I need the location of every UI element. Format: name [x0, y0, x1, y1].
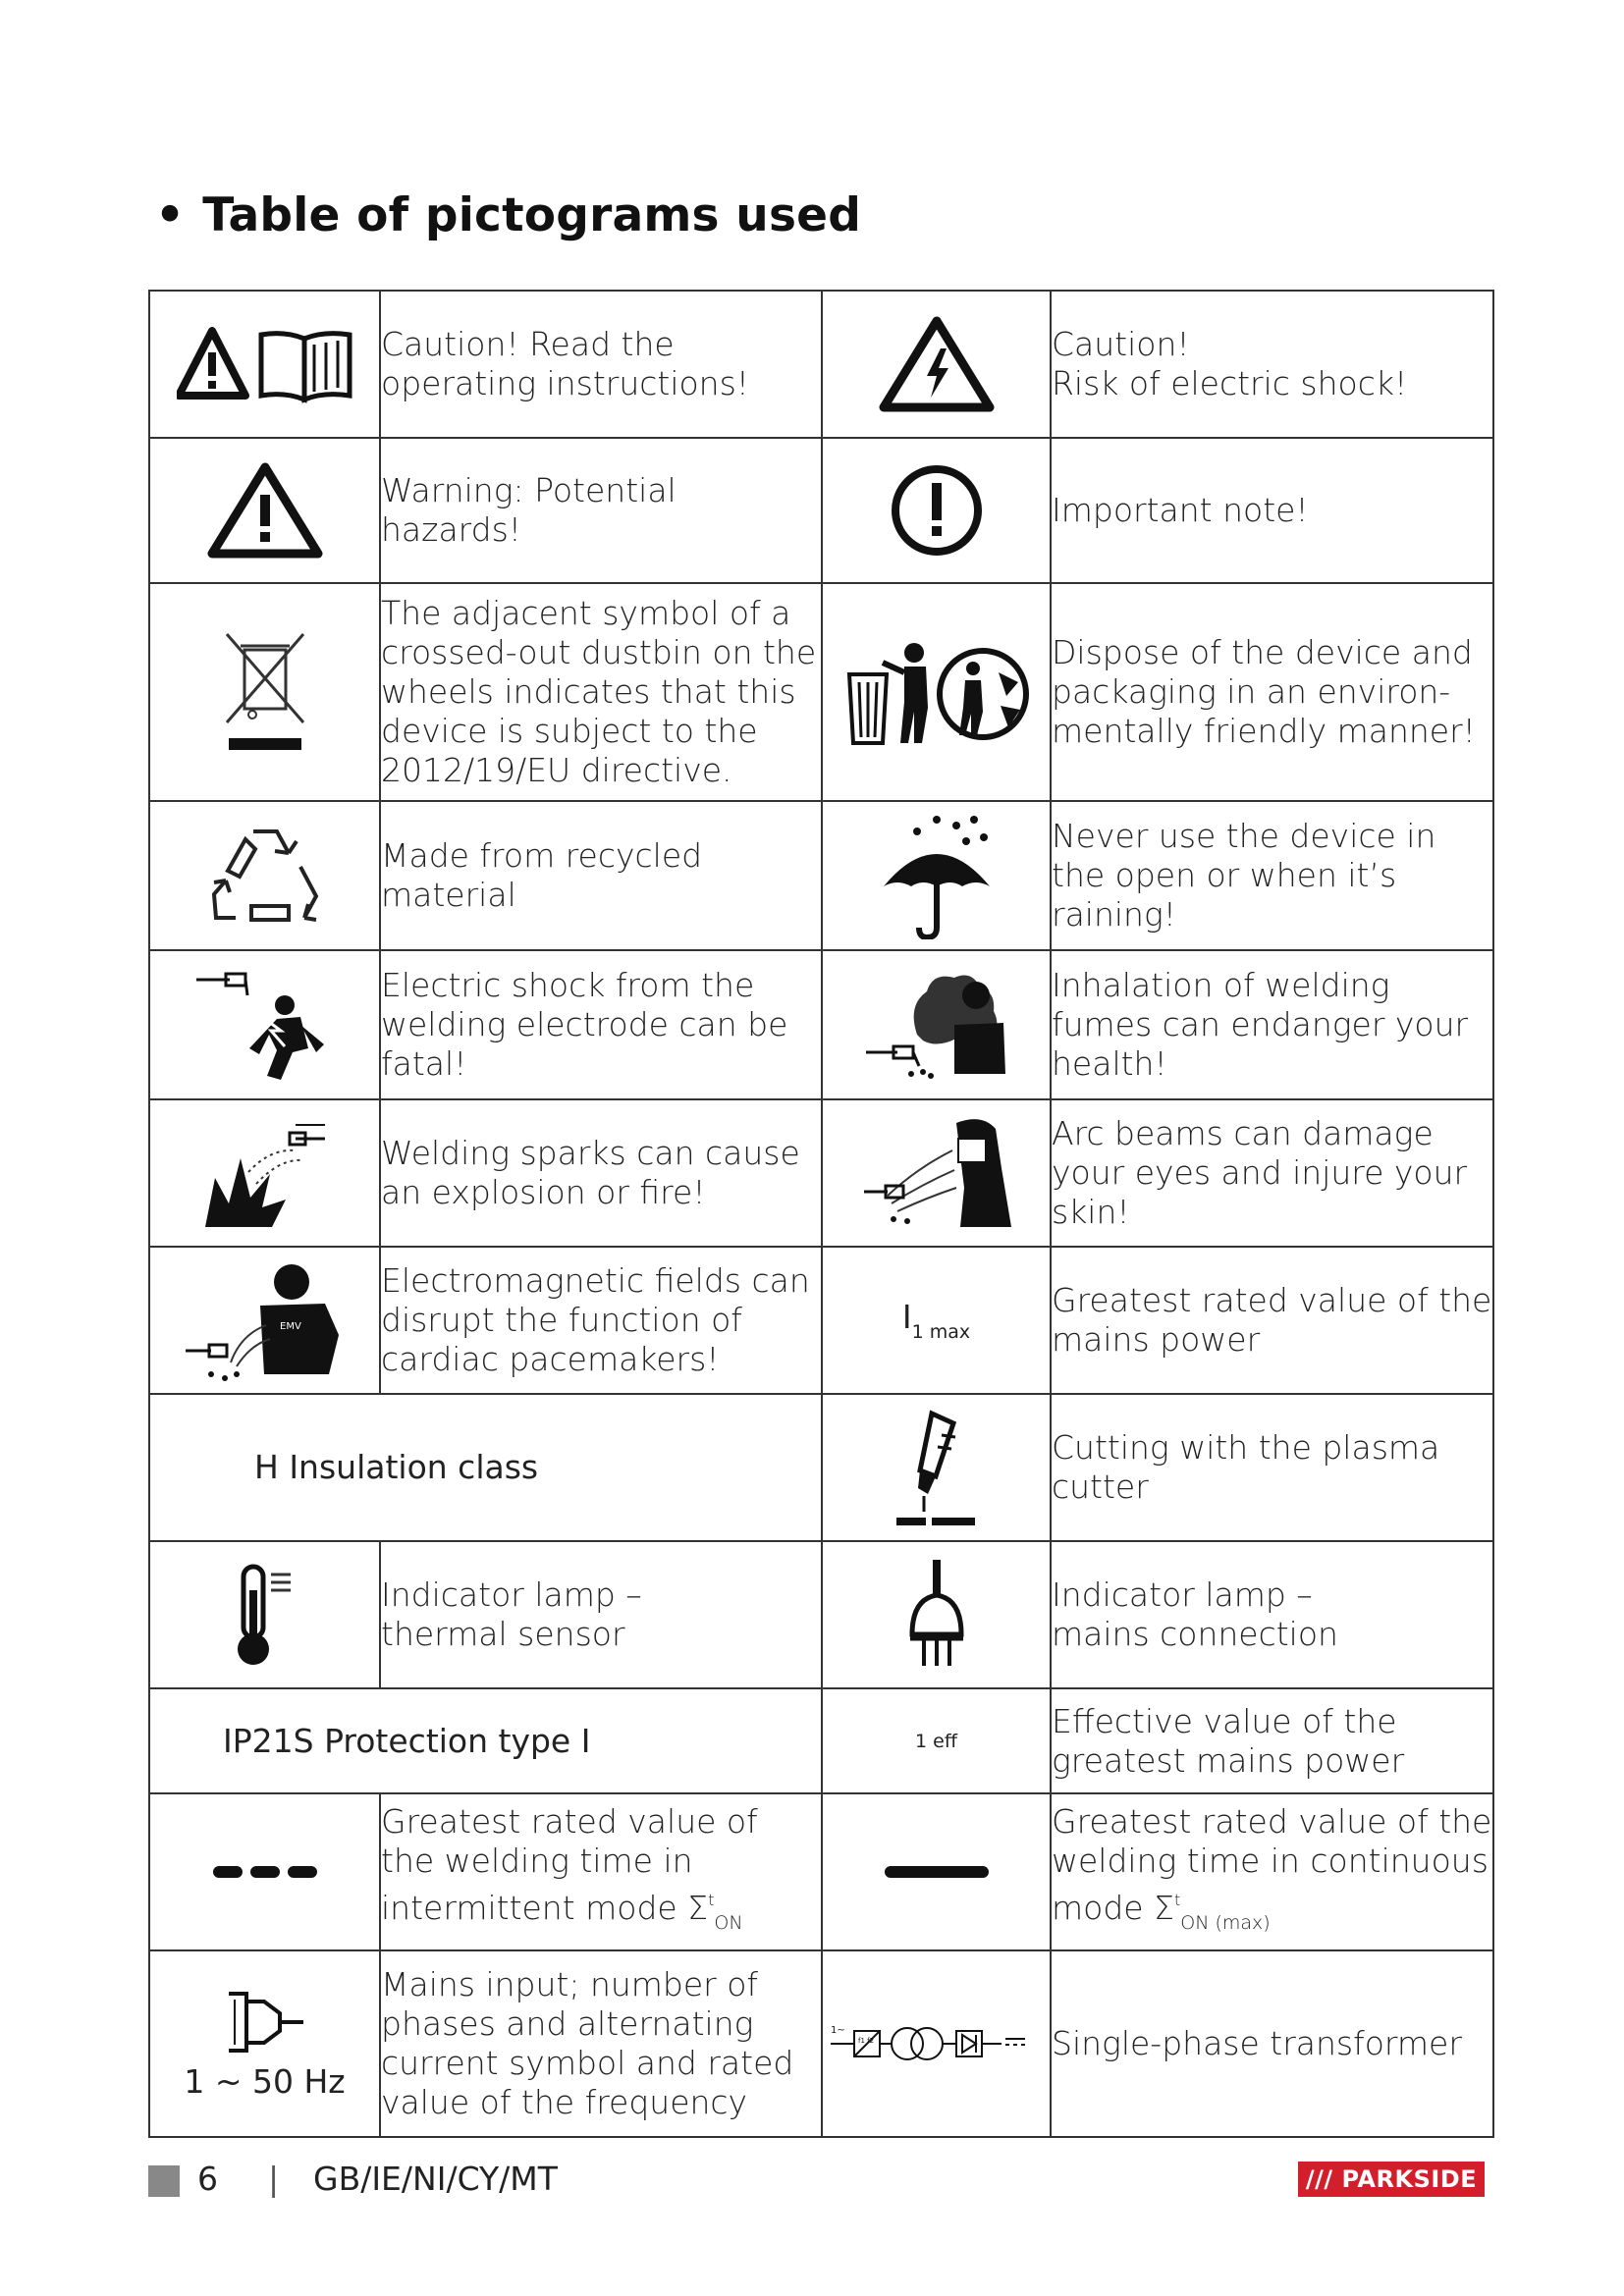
row7-left-text: Electromagnetic fields can disrupt the function of cardiac pacemakers!	[380, 1247, 822, 1394]
plasma-cutter-icon	[822, 1394, 1051, 1541]
sigma-sup: t	[1173, 1890, 1181, 1909]
row3-right-text: Dispose of the device and packaging in an environ-mentally friendly manner!	[1051, 583, 1493, 801]
mains-plug-icon	[221, 1988, 309, 2056]
table-row	[149, 1099, 1493, 1247]
table-row	[149, 438, 1493, 583]
thermometer-icon	[149, 1541, 380, 1688]
row10-right-text: Effective value of the greatest mains power	[1051, 1688, 1493, 1793]
i1-max-letter: I	[901, 1298, 912, 1336]
welding-fumes-icon	[822, 950, 1051, 1099]
parkside-logo: /// PARKSIDE	[1298, 2162, 1485, 2197]
page-footer	[148, 2156, 1492, 2205]
general-warning-icon	[149, 438, 380, 583]
table-row	[149, 1688, 1493, 1793]
table-row	[149, 1541, 1493, 1688]
row12-left-text: Mains input; number of phases and alternating current symbol and rated value of the frequency	[380, 1950, 822, 2137]
transformer-input-label: 1~	[830, 2025, 845, 2036]
row3-left-text: The adjacent symbol of a crossed-out dustbin on the wheels indicates that this device is subject to the 2012/19/EU directive.	[380, 583, 822, 801]
row5-left-text: Electric shock from the welding electrode can be fatal!	[380, 950, 822, 1099]
row6-left-text: Welding sparks can cause an explosion or fire!	[380, 1099, 822, 1247]
row11-left-text	[380, 1793, 822, 1950]
table-row	[149, 291, 1493, 438]
footer-language-codes: GB/IE/NI/CY/MT	[313, 2160, 558, 2198]
row1-right-text: Caution! Risk of electric shock!	[1051, 291, 1493, 438]
table-row	[149, 801, 1493, 950]
sparks-explosion-icon	[149, 1099, 380, 1247]
table-row	[149, 1394, 1493, 1541]
row9-left-text: Indicator lamp – thermal sensor	[380, 1541, 822, 1688]
dispose-environmentally-icon	[822, 583, 1051, 801]
footer-separator: |	[268, 2160, 280, 2198]
read-manual-icon	[149, 291, 380, 438]
i1-max-subscript: 1 max	[911, 1321, 971, 1343]
page-heading	[155, 188, 861, 242]
row4-right-text: Never use the device in the open or when it’s raining!	[1051, 801, 1493, 950]
sigma-symbol: Σ	[687, 1888, 709, 1927]
table-row	[149, 950, 1493, 1099]
row9-right-text: Indicator lamp – mains connection	[1051, 1541, 1493, 1688]
row5-right-text: Inhalation of welding fumes can endanger your health!	[1051, 950, 1493, 1099]
sigma-sub: ON	[714, 1911, 743, 1934]
row1-left-text: Caution! Read the operating instructions!	[380, 291, 822, 438]
i1-eff-symbol	[822, 1688, 1051, 1793]
continuous-mode-text: Greatest rated value of the welding time in continuous mode	[1052, 1801, 1492, 1927]
mains-input-cell	[149, 1950, 380, 2137]
table-row	[149, 1950, 1493, 2137]
heading-bullet: •	[155, 188, 186, 242]
emv-label: EMV	[279, 1321, 301, 1332]
row4-left-text: Made from recycled material	[380, 801, 822, 950]
row7-right-text: Greatest rated value of the mains power	[1051, 1247, 1493, 1394]
protection-type-symbol: IP21S	[223, 1721, 314, 1760]
intermittent-mode-icon	[149, 1793, 380, 1950]
electrode-shock-icon	[149, 950, 380, 1099]
continuous-mode-icon	[822, 1793, 1051, 1950]
electromagnetic-fields-icon	[149, 1247, 380, 1394]
insulation-class-cell	[149, 1394, 822, 1541]
mains-input-symbol: 1 ~ 50 Hz	[184, 2061, 346, 2101]
sigma-sup: t	[708, 1890, 715, 1909]
crossed-out-bin-icon	[149, 583, 380, 801]
i1-max-symbol	[822, 1247, 1051, 1394]
page-number: 6	[197, 2160, 218, 2198]
row8-right-text: Cutting with the plasma cutter	[1051, 1394, 1493, 1541]
heading-title: Table of pictograms used	[202, 188, 862, 242]
mains-plug-lamp-icon	[822, 1541, 1051, 1688]
recycling-icon	[149, 801, 380, 950]
footer-marker	[148, 2165, 180, 2197]
transformer-freq-label: f1 f2	[857, 2037, 874, 2045]
table-row	[149, 583, 1493, 801]
no-rain-umbrella-icon	[822, 801, 1051, 950]
pictogram-table	[148, 290, 1494, 2138]
table-row	[149, 1247, 1493, 1394]
i1-eff-subscript: 1 eff	[915, 1730, 957, 1752]
electric-shock-warning-icon	[822, 291, 1051, 438]
protection-type-cell	[149, 1688, 822, 1793]
insulation-class-symbol: H	[254, 1448, 279, 1486]
row2-left-text: Warning: Potential hazards!	[380, 438, 822, 583]
intermittent-mode-text: Greatest rated value of the welding time in intermittent mode	[381, 1801, 758, 1927]
arc-beams-eyes-icon	[822, 1099, 1051, 1247]
important-note-icon	[822, 438, 1051, 583]
protection-type-text: Protection type I	[324, 1721, 591, 1760]
transformer-icon	[822, 1950, 1051, 2137]
row6-right-text: Arc beams can damage your eyes and injure your skin!	[1051, 1099, 1493, 1247]
table-row	[149, 1793, 1493, 1950]
row2-right-text: Important note!	[1051, 438, 1493, 583]
row12-right-text: Single-phase transformer	[1051, 1950, 1493, 2137]
sigma-symbol: Σ	[1154, 1888, 1174, 1927]
row11-right-text	[1051, 1793, 1493, 1950]
sigma-sub: ON (max)	[1180, 1911, 1271, 1934]
insulation-class-text: Insulation class	[289, 1448, 539, 1486]
